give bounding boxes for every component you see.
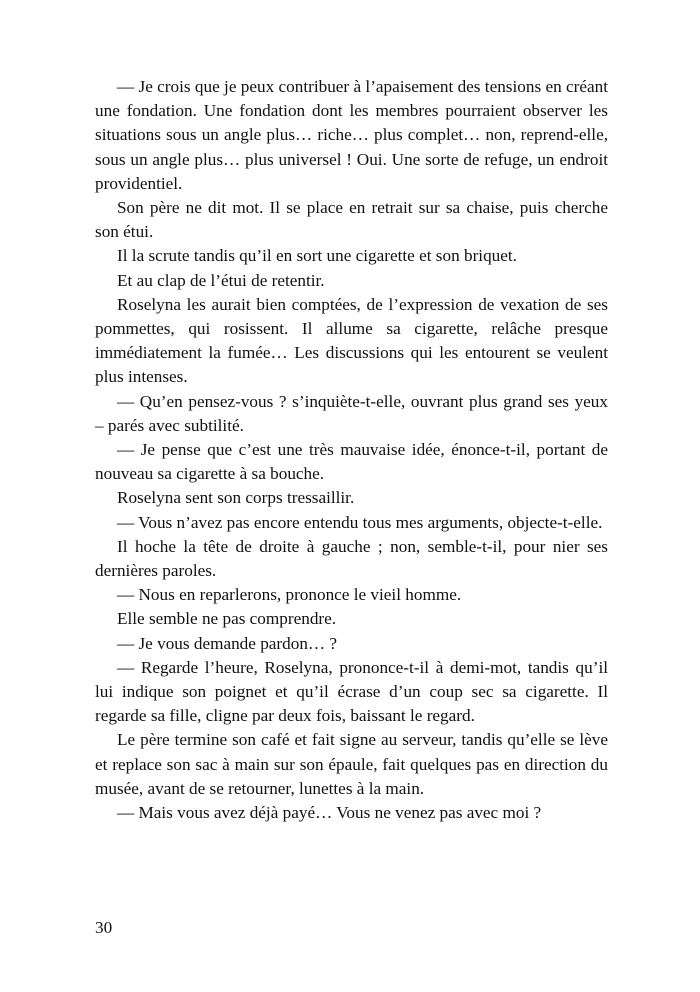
paragraph: — Vous n’avez pas encore entendu tous mes arguments, objecte-t-elle. xyxy=(117,512,603,532)
paragraph: Elle semble ne pas comprendre. xyxy=(117,609,337,629)
paragraph: Roselyna les aurait bien comptées, de l’expression de vexation de ses pommettes, qui rosissent. Il allume sa cigarette, relâche presque immédiatement la fumée… Les discussions qui les entourent se veulent plus intenses. xyxy=(95,294,608,387)
paragraph: — Qu’en pensez-vous ? s’inquiète-t-elle, ouvrant plus grand ses yeux – parés avec subtilité. xyxy=(95,391,608,435)
paragraph: — Je pense que c’est une très mauvaise idée, énonce-t-il, portant de nouveau sa cigarette à sa bouche. xyxy=(95,440,608,484)
paragraph: — Mais vous avez déjà payé… Vous ne venez pas avec moi ? xyxy=(117,803,542,823)
paragraph: Son père ne dit mot. Il se place en retrait sur sa chaise, puis cherche son étui. xyxy=(95,198,608,242)
page-number: 30 xyxy=(95,918,113,937)
paragraph: — Nous en reparlerons, prononce le vieil homme. xyxy=(117,585,462,605)
paragraph: Il hoche la tête de droite à gauche ; non, semble-t-il, pour nier ses dernières paroles. xyxy=(95,536,608,581)
paragraph: Et au clap de l’étui de retentir. xyxy=(117,270,325,290)
paragraph: Il la scrute tandis qu’il en sort une cigarette et son briquet. xyxy=(117,246,517,266)
paragraph: Roselyna sent son corps tressaillir. xyxy=(117,488,355,508)
paragraph: — Je crois que je peux contribuer à l’apaisement des tensions en créant une fondation. Une fondation dont les membres pourraient observer les situations sous un angle plus… riche… plus complet… non, reprend-elle, sous un angle plus… plus universel ! Oui. Une sorte de refuge, un endroit providentiel. xyxy=(95,77,608,193)
body-text xyxy=(95,75,608,825)
paragraph: Le père termine son café et fait signe au serveur, tandis qu’elle se lève et replace son sac à main sur son épaule, fait quelques pas en direction du musée, avant de se retourner, lunettes à la main. xyxy=(95,730,608,798)
paragraph: — Je vous demande pardon… ? xyxy=(117,633,338,653)
paragraph: — Regarde l’heure, Roselyna, prononce-t-il à demi-mot, tandis qu’il lui indique son poignet et qu’il écrase d’un coup sec sa cigarette. Il regarde sa fille, cligne par deux fois, baissant le regard. xyxy=(95,657,608,726)
